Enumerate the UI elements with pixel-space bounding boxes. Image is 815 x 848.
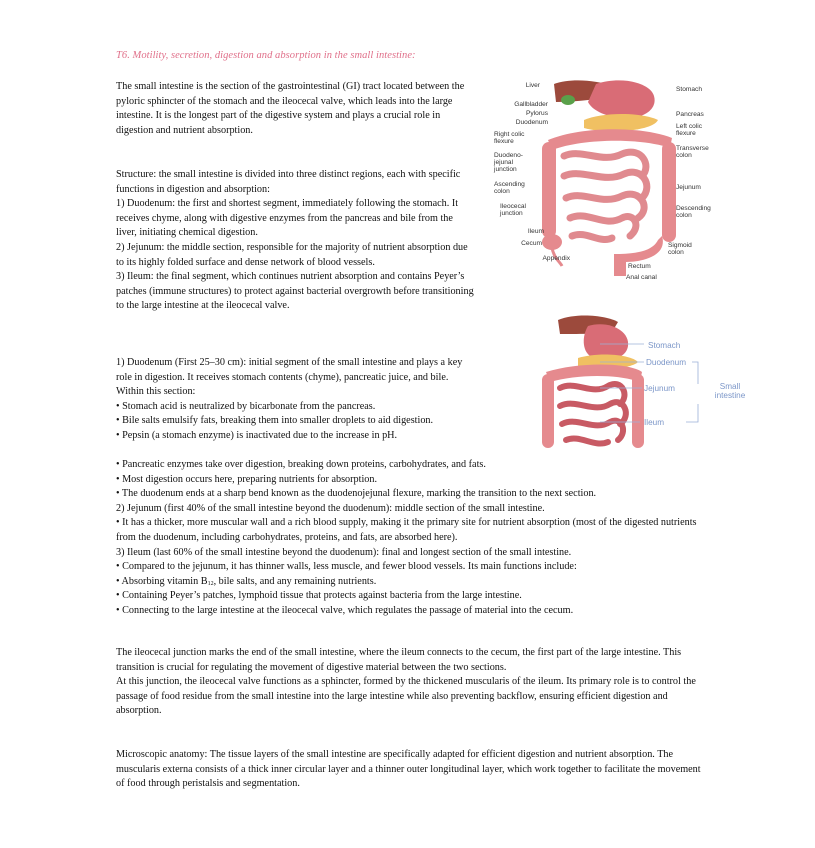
label-ileum: Ileum xyxy=(527,228,544,235)
detail-line: 2) Jejunum (first 40% of the small intestine beyond the duodenum): middle section of the small intestine. xyxy=(116,502,545,514)
structure-item-duodenum: 1) Duodenum: the first and shortest segment, immediately following the stomach. It receives chyme, along with digestive enzymes from the pancreas and bile from the liver, initiating chemical digestion. xyxy=(116,198,459,239)
label-jejunum: Jejunum xyxy=(676,184,701,191)
microscopic-paragraph: Microscopic anatomy: The tissue layers of the small intestine are specifically adapted for efficient digestion and nutrient absorption. The muscularis externa consists of a thick inner circular layer and a thinner outer longitudinal layer, which work together to facilitate the movement of food through peristalsis and segmentation. xyxy=(116,749,701,790)
structure-item-jejunum: 2) Jejunum: the middle section, responsible for the majority of nutrient absorption due to its highly folded surface and dense network of blood vessels. xyxy=(116,241,468,268)
detail-line: • Containing Peyer’s patches, lymphoid tissue that protects against bacteria from the large intestine. xyxy=(116,590,522,602)
section-title: T6. Motility, secretion, digestion and absorption in the small intestine: xyxy=(116,50,416,61)
label-ileocecal-junction: Ileocecal junction xyxy=(500,203,527,218)
structure-item-ileum: 3) Ileum: the final segment, which continues nutrient absorption and contains Peyer’s patches (immune structures) to protect against bacterial overgrowth before transitioning to the large intestine at the ileocecal valve. xyxy=(116,271,474,312)
label-stomach: Stomach xyxy=(676,86,703,93)
microscopic-section xyxy=(116,748,706,792)
detail-line: • The duodenum ends at a sharp bend known as the duodenojejunal flexure, marking the transition to the next section. xyxy=(116,488,597,500)
detail-line: 3) Ileum (last 60% of the small intestine beyond the duodenum): final and longest section of the small intestine. xyxy=(116,546,572,558)
label-sigmoid-colon: Sigmoid colon xyxy=(668,242,692,257)
junction-section xyxy=(116,646,706,719)
digestion-details xyxy=(116,458,706,619)
label-rectum: Rectum xyxy=(628,263,651,270)
junction-paragraph: The ileocecal junction marks the end of the small intestine, where the ileum connects to the cecum, the first part of the large intestine. This transition is crucial for regulating the movement of digestive material between the two sections. xyxy=(116,647,682,673)
detail-line: • Most digestion occurs here, preparing nutrients for absorption. xyxy=(116,473,378,485)
detail-line: 1) Duodenum (First 25–30 cm): initial segment of the small intestine and plays a key role in digestion. It receives stomach contents (chyme), pancreatic juice, and bile. Within this section: xyxy=(116,357,463,398)
vitamin-line xyxy=(116,575,706,590)
label-right-colic-flexure: Right colic flexure xyxy=(494,131,525,146)
vitamin-suffix: , bile salts, and any remaining nutrients. xyxy=(213,575,377,587)
detail-line: • Stomach acid is neutralized by bicarbonate from the pancreas. xyxy=(116,400,376,412)
label-ascending-colon: Ascending colon xyxy=(494,181,525,196)
junction-paragraph: At this junction, the ileocecal valve functions as a sphincter, formed by the thickened muscularis of the ileum. Its primary role is to control the passage of food residue from the small intestine into the large intestine while also preventing backflow, ensuring efficient digestion and absorption. xyxy=(116,676,696,717)
label-anal-canal: Anal canal xyxy=(626,274,657,281)
detail-line: • Compared to the jejunum, it has thinner walls, less muscle, and fewer blood vessels. Its main functions include: xyxy=(116,561,577,573)
label-pylorus: Pylorus xyxy=(526,110,548,117)
structure-heading: Structure: the small intestine is divided into three distinct regions, each with specific functions in digestion and absorption: xyxy=(116,169,461,195)
label-duodenum: Duodenum xyxy=(515,119,548,126)
vitamin-subscript: 12 xyxy=(207,580,214,587)
detail-line: • Bile salts emulsify fats, breaking them into smaller droplets to aid digestion. xyxy=(116,415,434,427)
label-descending-colon: Descending colon xyxy=(676,205,711,220)
fig2-label-ileum: Ileum xyxy=(644,418,665,427)
fig2-label-small-intestine: Small intestine xyxy=(714,382,746,400)
structure-section xyxy=(116,168,476,314)
vitamin-prefix: • Absorbing vitamin B xyxy=(116,575,208,587)
label-pancreas: Pancreas xyxy=(676,111,704,118)
detail-line: • Connecting to the large intestine at the ileocecal valve, which regulates the passage of material into the cecum. xyxy=(116,604,574,616)
detail-line: • Pancreatic enzymes take over digestion, breaking down proteins, carbohydrates, and fats. xyxy=(116,459,486,470)
label-appendix: Appendix xyxy=(542,255,570,262)
intro-text: The small intestine is the section of the gastrointestinal (GI) tract located between the pyloric sphincter of the stomach and the ileocecal valve, which leads into the large intestine. It is the longest part of the digestive system and plays a crucial role in digestion and nutrient absorption. xyxy=(116,81,465,136)
label-gallbladder: Gallbladder xyxy=(514,101,548,108)
duodenum-details xyxy=(116,356,476,444)
label-left-colic-flexure: Left colic flexure xyxy=(676,123,703,138)
label-cecum: Cecum xyxy=(521,240,542,247)
detail-line: • It has a thicker, more muscular wall and a rich blood supply, making it the primary site for nutrient absorption (most of the digested nutrients from the duodenum, including carbohydrates, proteins, and fats, are absorbed here). xyxy=(116,517,697,543)
label-duodenojejunal-junction: Duodeno-jejunal junction xyxy=(494,152,523,174)
intro-paragraph xyxy=(116,80,476,138)
fig2-label-jejunum: Jejunum xyxy=(644,384,675,393)
fig2-label-stomach: Stomach xyxy=(648,341,681,350)
fig2-label-duodenum: Duodenum xyxy=(646,358,687,367)
label-transverse-colon: Transverse colon xyxy=(676,145,709,160)
label-liver: Liver xyxy=(525,82,540,89)
detail-line: • Pepsin (a stomach enzyme) is inactivated due to the increase in pH. xyxy=(116,429,398,441)
